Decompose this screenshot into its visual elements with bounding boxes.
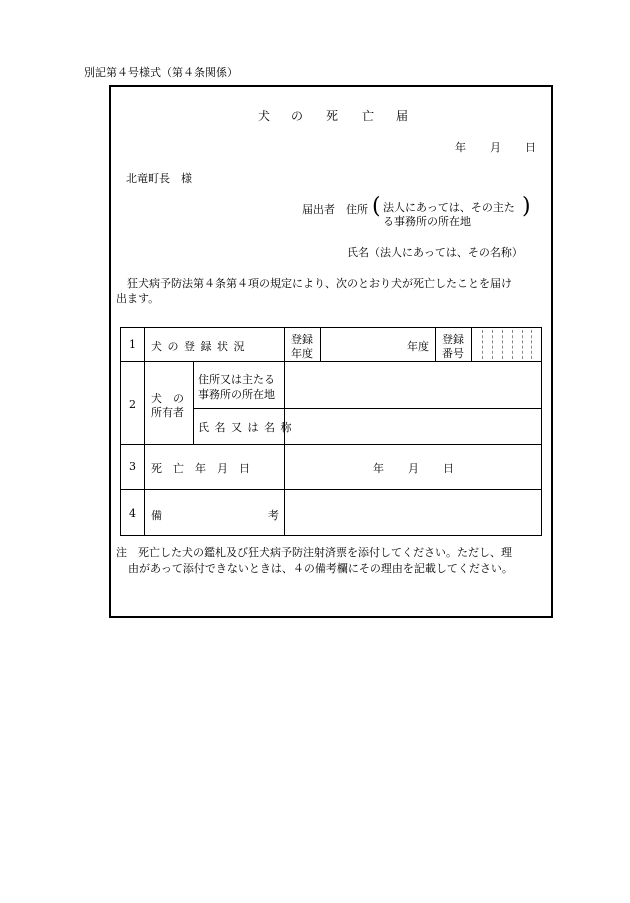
registration-year-label: 登録: [291, 333, 313, 346]
title-char: の: [291, 109, 304, 123]
title-char: 届: [396, 109, 409, 123]
address-note-line1: 法人にあっては、その主た: [383, 201, 515, 214]
registration-number-label: 登録: [442, 333, 464, 346]
date-month: 月: [490, 141, 501, 154]
remarks-label: 考: [268, 509, 279, 522]
body-text-line2: 出ます。: [116, 292, 160, 305]
row-number: 1: [129, 338, 136, 351]
owner-label: 犬 の: [151, 392, 184, 405]
paren-close: ): [522, 194, 531, 219]
registration-number-label: 番号: [442, 347, 464, 360]
registration-year-label: 年度: [291, 347, 313, 360]
date-day: 日: [525, 141, 536, 154]
title-char: 亡: [362, 109, 375, 123]
addressee: 北竜町長 様: [126, 172, 192, 185]
owner-name-label: 氏 名 又 は 名 称: [198, 421, 293, 434]
applicant-name-label: 氏名（法人にあっては、その名称）: [347, 246, 523, 259]
row-number: 3: [129, 460, 136, 473]
death-date-label: 死 亡 年 月 日: [151, 462, 250, 475]
applicant-address-label: 届出者 住所: [302, 203, 368, 216]
date-year: 年: [455, 141, 466, 154]
remarks-field[interactable]: [286, 491, 539, 533]
death-date-day: 日: [443, 462, 454, 475]
death-date-year: 年: [373, 462, 384, 475]
title-char: 犬: [258, 109, 271, 123]
remarks-label: 備: [151, 509, 162, 522]
note-line2: 由があって添付できないときは、４の備考欄にその理由を記載してください。: [128, 562, 513, 575]
owner-address-label: 住所又は主たる: [198, 373, 275, 386]
owner-address-label: 事務所の所在地: [198, 388, 275, 401]
body-text-line1: 狂犬病予防法第４条第４項の規定により、次のとおり犬が死亡したことを届け: [127, 277, 512, 290]
death-date-month: 月: [408, 462, 419, 475]
registration-status-label: 犬 の 登 録 状 況: [151, 340, 246, 353]
title-char: 死: [326, 109, 339, 123]
owner-name-field[interactable]: [286, 410, 539, 442]
owner-label: 所有者: [151, 406, 184, 419]
row-number: 4: [129, 507, 136, 520]
owner-address-field[interactable]: [286, 363, 539, 406]
paren-open: (: [372, 194, 381, 219]
note-line1: 注 死亡した犬の鑑札及び狂犬病予防注射済票を添付してください。ただし、理: [116, 546, 512, 559]
row-number: 2: [129, 398, 136, 411]
address-note-line2: る事務所の所在地: [383, 215, 471, 228]
form-label: 別記第４号様式（第４条関係）: [84, 66, 238, 79]
nendo-label: 年度: [407, 340, 429, 353]
